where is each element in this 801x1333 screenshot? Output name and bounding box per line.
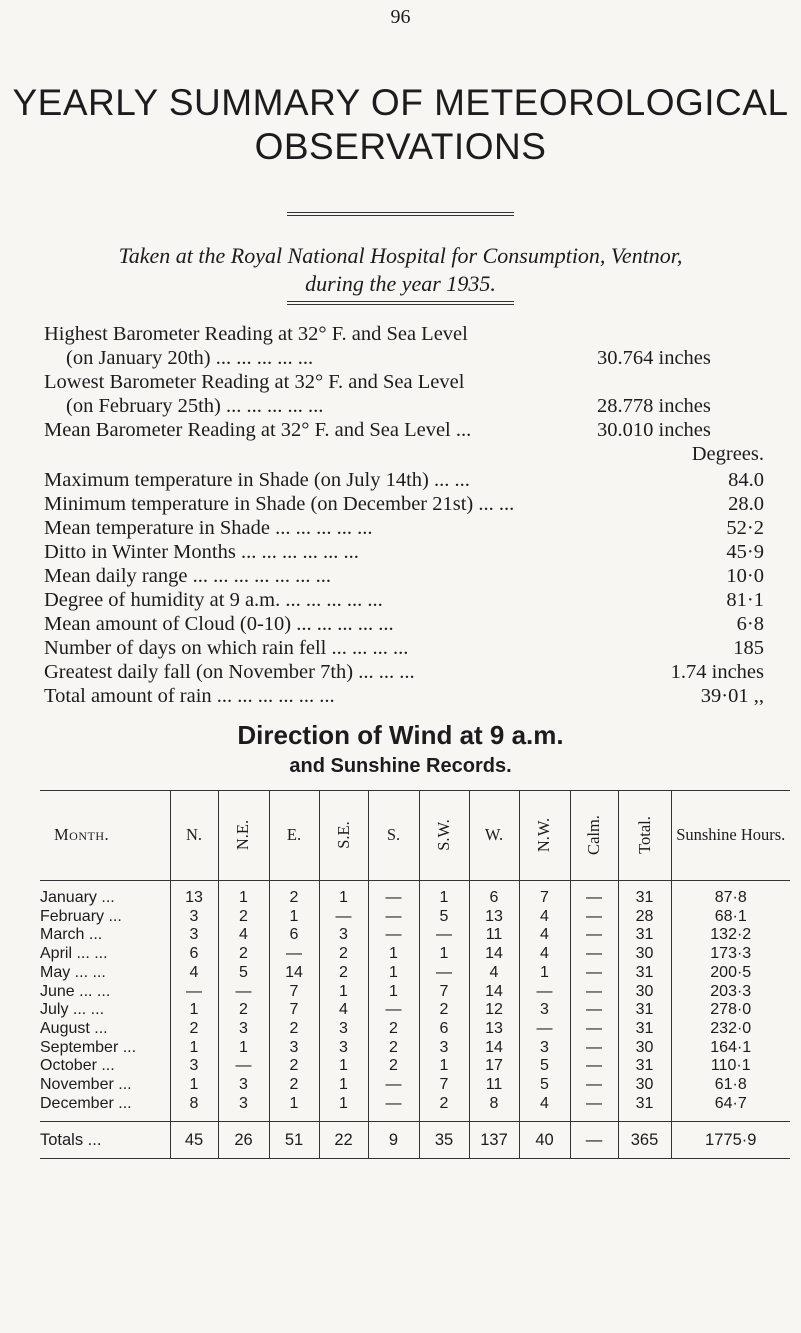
table-cell: 200·5 (671, 964, 790, 983)
table-cell: 3 (218, 1076, 269, 1095)
stat-value: 10·0 (726, 565, 764, 587)
col-header-se (319, 790, 368, 881)
stat-label: Number of days on which rain fell ... ... ... ... (44, 637, 409, 659)
table-cell: 1 (319, 1057, 368, 1076)
table-cell: 31 (618, 926, 671, 945)
table-cell: 2 (269, 881, 319, 908)
table-cell: 87·8 (671, 881, 790, 908)
table-row (40, 908, 790, 927)
month-cell: December ... (40, 1094, 132, 1112)
table-row (40, 964, 790, 983)
table-cell: 132·2 (671, 926, 790, 945)
table-cell: 2 (419, 1095, 469, 1122)
stat-value: 1.74 inches (670, 661, 764, 683)
table-row (40, 1039, 790, 1058)
table-cell: 2 (368, 1039, 419, 1058)
table-cell: 3 (170, 1057, 218, 1076)
table-cell: 1 (419, 945, 469, 964)
table-cell: 1 (170, 1001, 218, 1020)
stat-value: 52·2 (726, 517, 764, 539)
table-cell: — (170, 983, 218, 1002)
table-cell: 173·3 (671, 945, 790, 964)
table-cell: 4 (519, 908, 570, 927)
table-cell: — (419, 926, 469, 945)
col-header-sw-label: S.W. (434, 819, 453, 851)
col-header-nw-label: N.W. (534, 817, 554, 853)
table-cell: 1 (319, 1095, 368, 1122)
table-cell: 137 (469, 1122, 519, 1159)
table-cell: — (570, 908, 618, 927)
table-cell: 5 (419, 908, 469, 927)
table-cell: 3 (519, 1001, 570, 1020)
table-cell: 1 (519, 964, 570, 983)
stat-row (44, 636, 764, 660)
table-row (40, 1076, 790, 1095)
table-cell: 3 (519, 1039, 570, 1058)
col-header-ne-label: N.E. (233, 819, 253, 851)
month-cell: April ... ... (40, 945, 108, 963)
month-cell: October ... (40, 1057, 115, 1075)
divider-rule (287, 301, 514, 305)
page-number: 96 (390, 6, 411, 28)
table-row (40, 1001, 790, 1020)
table-cell: — (519, 983, 570, 1002)
table-cell: 7 (419, 1076, 469, 1095)
table-cell: 31 (618, 1001, 671, 1020)
col-header-total-label: Total. (634, 816, 654, 854)
table-cell: 30 (618, 1039, 671, 1058)
table-cell: 278·0 (671, 1001, 790, 1020)
table-cell: — (570, 1057, 618, 1076)
wind-subheading: and Sunshine Records. (289, 755, 512, 777)
table-cell: 1775·9 (671, 1122, 790, 1159)
table-cell: 17 (469, 1057, 519, 1076)
table-cell: 3 (319, 1020, 368, 1039)
stat-row (44, 468, 764, 492)
table-cell: — (368, 908, 419, 927)
table-cell: 1 (319, 1076, 368, 1095)
stat-value: 45·9 (726, 541, 764, 563)
table-cell: 40 (519, 1122, 570, 1159)
table-cell: 7 (269, 1001, 319, 1020)
barometer-lowest-label-1: Lowest Barometer Reading at 32° F. and Sea Level (44, 371, 465, 393)
table-cell: 14 (469, 1039, 519, 1058)
stat-label: Mean amount of Cloud (0-10) ... ... ... ... ... (44, 613, 394, 635)
table-cell: — (269, 945, 319, 964)
stat-row (44, 492, 764, 516)
stat-label: Total amount of rain ... ... ... ... ... ... (44, 685, 335, 707)
table-totals-row (40, 1122, 790, 1159)
table-cell: 13 (469, 1020, 519, 1039)
table-cell: 365 (618, 1122, 671, 1159)
barometer-mean-row (44, 418, 764, 442)
stat-row (44, 516, 764, 540)
table-cell: — (570, 926, 618, 945)
table-row (40, 1057, 790, 1076)
table-cell: 7 (269, 983, 319, 1002)
table-cell: 7 (519, 881, 570, 908)
table-cell: 1 (218, 881, 269, 908)
table-cell: 2 (319, 964, 368, 983)
stat-value: 28.0 (728, 493, 764, 515)
table-cell: 51 (269, 1122, 319, 1159)
month-cell: Totals ... (40, 1122, 170, 1159)
month-cell: February ... (40, 907, 122, 925)
col-header-s: S. (368, 790, 419, 881)
table-cell: 28 (618, 908, 671, 927)
table-cell: — (368, 881, 419, 908)
table-row (40, 1095, 790, 1122)
month-cell: July ... ... (40, 1001, 105, 1019)
table-cell: — (570, 1039, 618, 1058)
table-cell: 4 (319, 1001, 368, 1020)
table-bottom-rule (40, 1158, 790, 1159)
col-header-w: W. (469, 790, 519, 881)
table-cell: 6 (419, 1020, 469, 1039)
table-cell: 203·3 (671, 983, 790, 1002)
barometer-mean-label: Mean Barometer Reading at 32° F. and Sea Level ... (44, 419, 472, 441)
table-cell: 2 (368, 1057, 419, 1076)
table-cell: 2 (269, 1076, 319, 1095)
table-row (40, 945, 790, 964)
col-header-total (618, 790, 671, 881)
table-cell: 5 (519, 1057, 570, 1076)
table-body (40, 881, 790, 1159)
table-cell: 22 (319, 1122, 368, 1159)
table-cell: — (570, 983, 618, 1002)
table-cell: 4 (519, 926, 570, 945)
table-cell: 26 (218, 1122, 269, 1159)
col-header-e: E. (269, 790, 319, 881)
table-cell: — (570, 1001, 618, 1020)
table-cell: 14 (269, 964, 319, 983)
table-cell: 6 (170, 945, 218, 964)
table-cell: 31 (618, 1020, 671, 1039)
barometer-highest-value: 30.764 inches (597, 347, 711, 369)
table-cell: 12 (469, 1001, 519, 1020)
table-cell: 3 (319, 926, 368, 945)
table-cell: 4 (170, 964, 218, 983)
table-cell: 6 (469, 881, 519, 908)
divider-rule (287, 212, 514, 216)
table-cell: 164·1 (671, 1039, 790, 1058)
month-cell: January ... (40, 889, 115, 906)
barometer-highest-label-1: Highest Barometer Reading at 32° F. and Sea Level (44, 323, 468, 345)
barometer-highest-row (44, 346, 786, 370)
table-cell: 2 (269, 1020, 319, 1039)
table-cell: 13 (170, 881, 218, 908)
table-cell: 3 (419, 1039, 469, 1058)
stat-value: 6·8 (736, 613, 764, 635)
table-cell: 1 (269, 908, 319, 927)
col-header-calm-label: Calm. (584, 815, 603, 855)
table-cell: 13 (469, 908, 519, 927)
table-cell: 1 (368, 964, 419, 983)
table-cell: — (368, 926, 419, 945)
col-header-ne (218, 790, 269, 881)
month-cell: September ... (40, 1038, 137, 1056)
degrees-header: Degrees. (691, 443, 764, 465)
table-cell: 1 (319, 983, 368, 1002)
table-cell: — (519, 1020, 570, 1039)
table-cell: 5 (519, 1076, 570, 1095)
table-cell: 2 (218, 908, 269, 927)
table-cell: 2 (218, 945, 269, 964)
month-cell: November ... (40, 1076, 132, 1094)
table-cell: — (368, 1001, 419, 1020)
table-cell: 2 (419, 1001, 469, 1020)
table-cell: 11 (469, 1076, 519, 1095)
stat-value: 84.0 (728, 469, 764, 491)
table-cell: 11 (469, 926, 519, 945)
stat-label: Maximum temperature in Shade (on July 14th) ... ... (44, 469, 470, 491)
table-cell: 1 (218, 1039, 269, 1058)
table-cell: 4 (519, 1095, 570, 1122)
table-cell: 14 (469, 983, 519, 1002)
table-cell: — (570, 881, 618, 908)
stat-label: Greatest daily fall (on November 7th) ... ... ... (44, 661, 415, 683)
stat-label: Mean temperature in Shade ... ... ... ... ... (44, 517, 373, 539)
table-cell: 2 (368, 1020, 419, 1039)
table-cell: 4 (469, 964, 519, 983)
table-row (40, 881, 790, 908)
table-cell: 31 (618, 1057, 671, 1076)
col-header-sunshine: Sunshine Hours. (671, 790, 790, 881)
table-cell: 3 (170, 926, 218, 945)
col-header-se-label: S.E. (333, 821, 353, 849)
barometer-lowest-label-2: (on February 25th) ... ... ... ... ... (66, 395, 324, 417)
month-cell: March ... (40, 926, 103, 944)
table-cell: 8 (469, 1095, 519, 1122)
table-cell: 61·8 (671, 1076, 790, 1095)
wind-sunshine-table (40, 790, 790, 1158)
table-cell: 110·1 (671, 1057, 790, 1076)
stat-label: Degree of humidity at 9 a.m. ... ... ... ... ... (44, 589, 383, 611)
table-header-row (40, 790, 790, 881)
col-header-nw (519, 790, 570, 881)
table-cell: 8 (170, 1095, 218, 1122)
table-cell: — (368, 1076, 419, 1095)
barometer-lowest-value: 28.778 inches (597, 395, 711, 417)
table-cell: — (218, 983, 269, 1002)
table-cell: 2 (319, 945, 368, 964)
table-cell: — (218, 1057, 269, 1076)
month-cell: June ... ... (40, 982, 111, 1000)
stat-row (44, 660, 764, 684)
table-cell: 5 (218, 964, 269, 983)
table-cell: — (570, 1122, 618, 1159)
table-row (40, 1020, 790, 1039)
table-cell: 2 (269, 1057, 319, 1076)
table-cell: — (368, 1095, 419, 1122)
table-cell: 9 (368, 1122, 419, 1159)
barometer-lowest-row (44, 394, 786, 418)
table-cell: 2 (170, 1020, 218, 1039)
barometer-highest-label-2: (on January 20th) ... ... ... ... ... (66, 347, 314, 369)
table-cell: 68·1 (671, 908, 790, 927)
table-cell: 1 (419, 881, 469, 908)
table-cell: 1 (170, 1076, 218, 1095)
table-cell: 1 (368, 945, 419, 964)
table-cell: 30 (618, 1076, 671, 1095)
table-cell: 35 (419, 1122, 469, 1159)
table-cell: 1 (419, 1057, 469, 1076)
stat-label: Ditto in Winter Months ... ... ... ... ... ... (44, 541, 359, 563)
table-cell: 7 (419, 983, 469, 1002)
subtitle-line-1: Taken at the Royal National Hospital for Consumption, Ventnor, (118, 243, 683, 268)
wind-heading: Direction of Wind at 9 a.m. (237, 720, 564, 750)
col-header-sw (419, 790, 469, 881)
table-cell: 4 (519, 945, 570, 964)
table-cell: 2 (218, 1001, 269, 1020)
table-cell: 232·0 (671, 1020, 790, 1039)
stat-row (44, 612, 764, 636)
table-cell: 3 (170, 908, 218, 927)
table-cell: 1 (170, 1039, 218, 1058)
stat-value: 39·01 ,, (700, 685, 764, 707)
table-cell: 1 (319, 881, 368, 908)
subtitle-line-2: during the year 1935. (305, 271, 496, 296)
stat-label: Mean daily range ... ... ... ... ... ... ... (44, 565, 331, 587)
table-cell: 30 (618, 983, 671, 1002)
stat-label: Minimum temperature in Shade (on December 21st) ... ... (44, 493, 515, 515)
table-cell: 45 (170, 1122, 218, 1159)
table-cell: — (570, 1076, 618, 1095)
table-cell: 4 (218, 926, 269, 945)
page-title-line-2: OBSERVATIONS (254, 126, 547, 167)
table-cell: 6 (269, 926, 319, 945)
table-cell: 31 (618, 1095, 671, 1122)
table-cell: 3 (319, 1039, 368, 1058)
table-cell: 31 (618, 964, 671, 983)
table-row (40, 926, 790, 945)
col-header-month: Month. (40, 790, 170, 881)
table-cell: — (570, 1020, 618, 1039)
table-cell: 3 (218, 1020, 269, 1039)
barometer-mean-value: 30.010 inches (597, 419, 711, 441)
table-cell: — (570, 1095, 618, 1122)
table-cell: 1 (269, 1095, 319, 1122)
stat-row (44, 564, 764, 588)
stat-value: 81·1 (726, 589, 764, 611)
table-cell: 30 (618, 945, 671, 964)
table-cell: 14 (469, 945, 519, 964)
table-cell: 31 (618, 881, 671, 908)
stat-row (44, 684, 764, 708)
col-header-n: N. (170, 790, 218, 881)
table-cell: — (570, 945, 618, 964)
month-cell: August ... (40, 1019, 108, 1037)
table-cell: 1 (368, 983, 419, 1002)
stat-row (44, 588, 764, 612)
table-row (40, 983, 790, 1002)
table-cell: — (570, 964, 618, 983)
page-title-line-1: YEARLY SUMMARY OF METEOROLOGICAL (12, 82, 789, 123)
table-cell: 64·7 (671, 1095, 790, 1122)
stat-row (44, 540, 764, 564)
table-cell: — (319, 908, 368, 927)
stat-value: 185 (733, 637, 764, 659)
table-cell: 3 (269, 1039, 319, 1058)
table-cell: — (419, 964, 469, 983)
month-cell: May ... ... (40, 963, 106, 981)
col-header-calm (570, 790, 618, 881)
table-cell: 3 (218, 1095, 269, 1122)
